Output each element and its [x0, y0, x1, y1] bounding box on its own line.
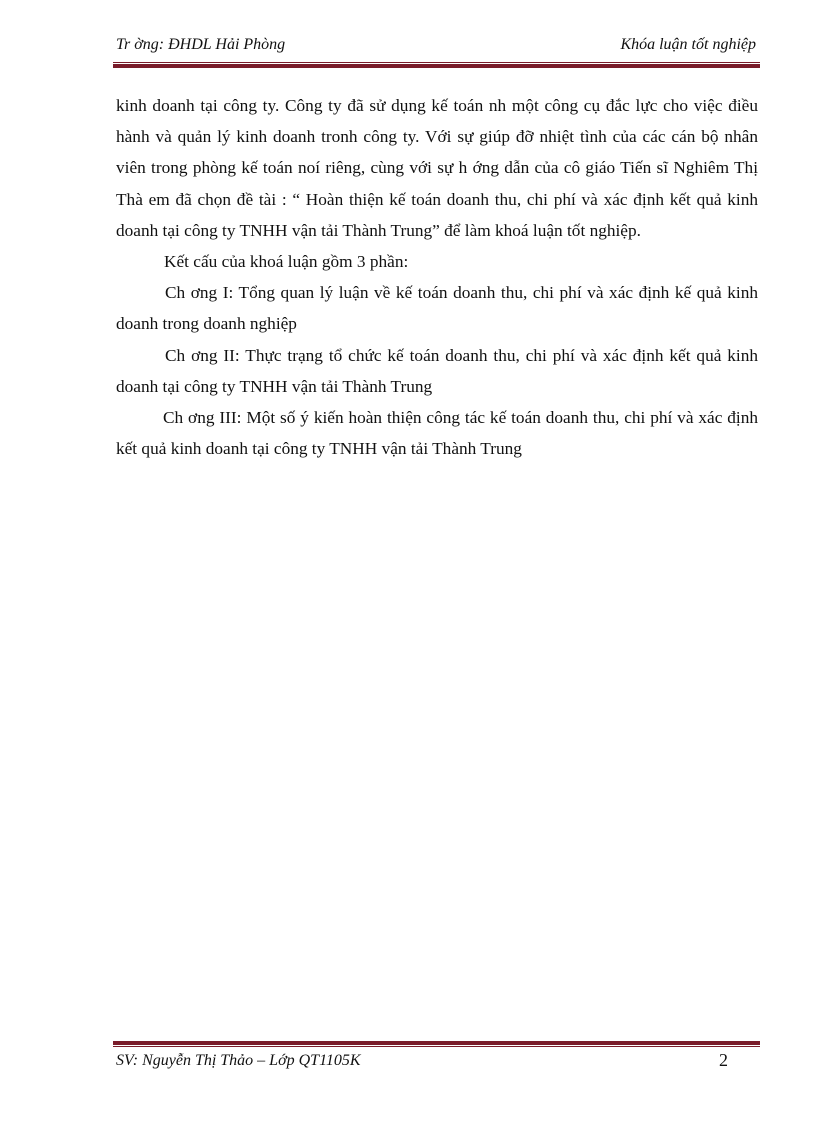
header-divider-thick: [113, 64, 760, 68]
footer-divider-thin: [113, 1046, 760, 1047]
header-title: Khóa luận tốt nghiệp: [620, 36, 756, 53]
header-school: Tr ờng: ĐHDL Hải Phòng: [116, 36, 286, 53]
footer-student: SV: Nguyễn Thị Thảo – Lớp QT1105K: [116, 1052, 361, 1069]
body-paragraph-1: kinh doanh tại công ty. Công ty đã sử dụng kế toán nh một công cụ đắc lực cho việc điều hành và quản lý kinh doanh tronh công ty. Với sự giúp đỡ nhiệt tình của các cán bộ nhân viên trong phòng kế toán noí riêng, cùng với sự h ớng dẫn của cô giáo Tiến sĩ Nghiêm Thị Thà em đã chọn đề tài : “ Hoàn thiện kế toán doanh thu, chi phí và xác định kết quả kinh doanh tại công ty TNHH vận tải Thành Trung” để làm khoá luận tốt nghiệp.: [116, 96, 758, 240]
page-header: [116, 34, 758, 58]
header-divider-thin: [113, 62, 760, 63]
page-body: [116, 90, 758, 464]
page-number: 2: [719, 1050, 728, 1070]
footer-divider: [113, 1041, 760, 1047]
body-paragraph-2: Kết cấu của khoá luận gồm 3 phần:: [164, 252, 409, 272]
chapter-3-paragraph: Ch ơng III: Một số ý kiến hoàn thiện công tác kế toán doanh thu, chi phí và xác định kết quả kinh doanh tại công ty TNHH vận tải Thành Trung: [116, 408, 758, 459]
footer-divider-thick: [113, 1041, 760, 1045]
chapter-1-paragraph: Ch ơng I: Tổng quan lý luận về kế toán doanh thu, chi phí và xác định kế quả kinh doanh trong doanh nghiệp: [116, 283, 758, 334]
header-divider: [113, 62, 760, 69]
chapter-2-paragraph: Ch ơng II: Thực trạng tổ chức kế toán doanh thu, chi phí và xác định kết quả kinh doanh tại công ty TNHH vận tải Thành Trung: [116, 345, 758, 396]
page-footer: [116, 1050, 758, 1074]
